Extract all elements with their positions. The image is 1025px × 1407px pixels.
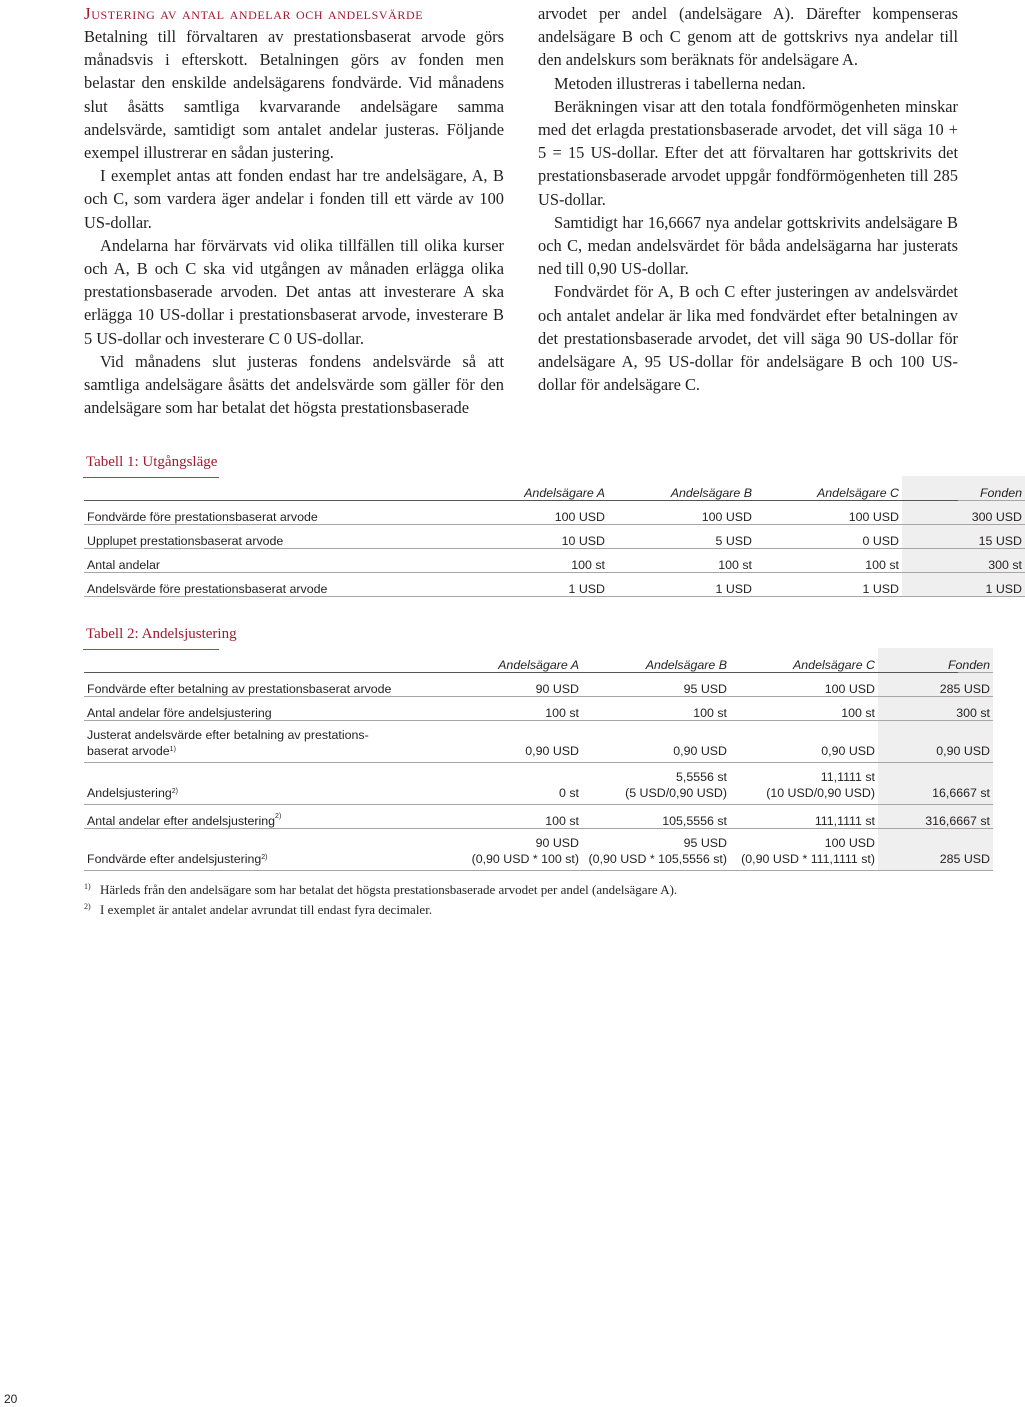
table-cell: 100 st <box>434 805 582 829</box>
table-cell: 300 USD <box>902 501 1025 525</box>
table-header-cell <box>84 476 458 501</box>
table-row <box>84 721 993 763</box>
table-cell <box>434 829 582 871</box>
row-label: Fondvärde före prestationsbaserat arvode <box>84 501 458 525</box>
footnote-marker: 2) <box>171 788 178 795</box>
table-cell: 10 USD <box>458 525 608 549</box>
row-label <box>84 763 434 805</box>
table-cell: 0 USD <box>755 525 902 549</box>
footnote-marker: 1) <box>169 746 176 753</box>
table-cell: 316,6667 st <box>878 805 993 829</box>
table-header-cell: Fonden <box>902 476 1025 501</box>
table1 <box>84 476 1025 597</box>
table-cell: 15 USD <box>902 525 1025 549</box>
table2-rule <box>84 672 958 673</box>
table-row <box>84 697 993 721</box>
table-header-cell: Andelsägare A <box>458 476 608 501</box>
cell-line: (0,90 USD * 111,1111 st) <box>741 852 875 866</box>
footnotes <box>84 880 677 920</box>
table-cell: 100 USD <box>608 501 755 525</box>
table-row <box>84 805 993 829</box>
paragraph: Betalning till förvaltaren av prestationsbaserat arvode görs månadsvis i efterskott. Betalningen görs av fonden men belastar den enskilde andelsägarens fondvärde. Vid månadens slut åsätts samtliga kvarvarande andelsägare samma andelsvärde, samtidigt som antalet andelar justeras. Följande exempel illustrerar en sådan justering. <box>84 27 504 163</box>
paragraph: Metoden illustreras i tabellerna nedan. <box>554 73 806 93</box>
paragraph: Andelarna har förvärvats vid olika tillfällen till olika kurser och A, B och C ska vid utgången av månaden erlägga olika prestationsbaserade arvoden. Det antas att investerare A ska erlägga 10 US-dollar i prestationsbaserat arvode, investerare B 5 US-dollar och investerare C 0 US-dollar. <box>84 235 504 348</box>
table-header-row <box>84 476 1025 501</box>
table-cell <box>582 763 730 805</box>
table-row <box>84 829 993 871</box>
table-row <box>84 573 1025 597</box>
footnote-marker: 1) <box>84 882 91 891</box>
table-cell: 285 USD <box>878 829 993 871</box>
cell-line: 100 USD <box>824 836 875 850</box>
table-header-cell: Andelsägare A <box>434 648 582 673</box>
row-label <box>84 829 434 871</box>
table-cell: 300 st <box>902 549 1025 573</box>
table-row <box>84 525 1025 549</box>
table-cell: 90 USD <box>434 673 582 697</box>
table1-title: Tabell 1: Utgångsläge <box>86 454 218 470</box>
footnote-marker: 2) <box>261 854 268 861</box>
right-text-column <box>538 2 958 396</box>
row-label: Upplupet prestationsbaserat arvode <box>84 525 458 549</box>
cell-line: 5,5556 st <box>676 770 727 784</box>
row-label-line: Justerat andelsvärde efter betalning av prestations- <box>87 728 369 742</box>
row-label: Antal andelar före andelsjustering <box>84 697 434 721</box>
table-cell: 95 USD <box>582 673 730 697</box>
table-header-cell: Andelsägare B <box>582 648 730 673</box>
row-label-text: Andelsjustering <box>87 786 172 800</box>
footnote <box>84 880 677 900</box>
table-cell <box>582 829 730 871</box>
table-cell: 1 USD <box>755 573 902 597</box>
table-cell: 0,90 USD <box>878 721 993 763</box>
row-label-text: Fondvärde efter andelsjustering <box>87 852 262 866</box>
cell-line: (10 USD/0,90 USD) <box>766 786 875 800</box>
cell-line: 95 USD <box>683 836 727 850</box>
table1-rule <box>84 500 958 501</box>
row-label: Andelsvärde före prestationsbaserat arvode <box>84 573 458 597</box>
table-cell: 100 USD <box>730 673 878 697</box>
table-cell: 1 USD <box>902 573 1025 597</box>
cell-line: (0,90 USD * 100 st) <box>471 852 579 866</box>
paragraph: Beräkningen visar att den totala fondförmögenheten minskar med det erlagda prestationsbaserade arvodet, det vill säga 10 + 5 = 15 US-dollar. Efter det att förvaltaren har gottskrivits det prestationsbaserade arvodet uppgår fondförmögenheten till 285 US-dollar. <box>538 96 958 209</box>
table-header-cell <box>84 648 434 673</box>
table-cell <box>730 829 878 871</box>
table-cell: 111,1111 st <box>730 805 878 829</box>
table-header-cell: Andelsägare C <box>730 648 878 673</box>
cell-line: 90 USD <box>535 836 579 850</box>
table-cell: 0 st <box>434 763 582 805</box>
table-cell: 1 USD <box>458 573 608 597</box>
table-cell: 105,5556 st <box>582 805 730 829</box>
row-label <box>84 805 434 829</box>
table-header-row <box>84 648 993 673</box>
row-label: Antal andelar <box>84 549 458 573</box>
left-text-column <box>84 2 504 419</box>
table-header-cell: Andelsägare C <box>755 476 902 501</box>
row-label <box>84 721 434 763</box>
table-cell: 100 st <box>755 549 902 573</box>
cell-line: 11,1111 st <box>820 770 875 784</box>
table-cell: 100 USD <box>458 501 608 525</box>
paragraph: Fondvärdet för A, B och C efter justeringen av andelsvärdet och antalet andelar är lika med fondvärdet efter betalningen av det prestationsbaserade arvodet, det vill säga 90 US-dollar för andelsägare A, 95 US-dollar för andelsägare B och 100 US-dollar för andelsägare C. <box>538 282 958 395</box>
table-cell: 100 st <box>730 697 878 721</box>
paragraph: arvodet per andel (andelsägare A). Därefter kompenseras andelsägare B och C genom att de gottskrivs nya andelar till den andelskurs som beräknats för andelsägare A. <box>538 4 958 70</box>
table-cell: 0,90 USD <box>434 721 582 763</box>
table2 <box>84 648 993 871</box>
table-cell <box>730 763 878 805</box>
table2-title: Tabell 2: Andelsjustering <box>86 626 237 642</box>
paragraph: I exemplet antas att fonden endast har tre andelsägare, A, B och C, som vardera äger andelar i fonden till ett värde av 100 US-dollar. <box>84 166 504 232</box>
footnote-marker: 2) <box>275 813 282 820</box>
table-cell: 0,90 USD <box>730 721 878 763</box>
table-cell: 5 USD <box>608 525 755 549</box>
table-cell: 100 st <box>582 697 730 721</box>
table-cell: 285 USD <box>878 673 993 697</box>
table-cell: 16,6667 st <box>878 763 993 805</box>
paragraph: Vid månadens slut justeras fondens andelsvärde så att samtliga andelsägare åsätts det andelsvärde som gäller för den andelsägare som har betalat det högsta prestationsbaserade <box>84 351 504 418</box>
table-header-cell: Andelsägare B <box>608 476 755 501</box>
paragraph: Samtidigt har 16,6667 nya andelar gottskrivits andelsägare B och C, medan andelsvärdet för båda andelsägarna har justerats ned till 0,90 US-dollar. <box>538 212 958 279</box>
table-cell: 100 USD <box>755 501 902 525</box>
footnote-text: I exemplet är antalet andelar avrundat till endast fyra decimaler. <box>100 902 433 917</box>
table-cell: 100 st <box>458 549 608 573</box>
table-row <box>84 501 1025 525</box>
footnote-marker: 2) <box>84 902 91 911</box>
cell-line: (5 USD/0,90 USD) <box>625 786 727 800</box>
table-row <box>84 673 993 697</box>
row-label: Fondvärde efter betalning av prestationsbaserat arvode <box>84 673 434 697</box>
table-cell: 0,90 USD <box>582 721 730 763</box>
row-label-line: baserat arvode <box>87 744 170 758</box>
table-header-cell: Fonden <box>878 648 993 673</box>
table-row <box>84 549 1025 573</box>
table-cell: 100 st <box>434 697 582 721</box>
footnote-text: Härleds från den andelsägare som har betalat det högsta prestationsbaserade arvodet per andel (andelsägare A). <box>100 882 678 897</box>
footnote <box>84 900 677 920</box>
row-label-text: Antal andelar efter andelsjustering <box>87 814 276 828</box>
section-heading: Justering av antal andelar och andelsvärde <box>84 4 424 23</box>
table-cell: 300 st <box>878 697 993 721</box>
table-cell: 100 st <box>608 549 755 573</box>
page-number: 20 <box>4 1392 18 1406</box>
table-cell: 1 USD <box>608 573 755 597</box>
table-row <box>84 763 993 805</box>
cell-line: (0,90 USD * 105,5556 st) <box>588 852 727 866</box>
